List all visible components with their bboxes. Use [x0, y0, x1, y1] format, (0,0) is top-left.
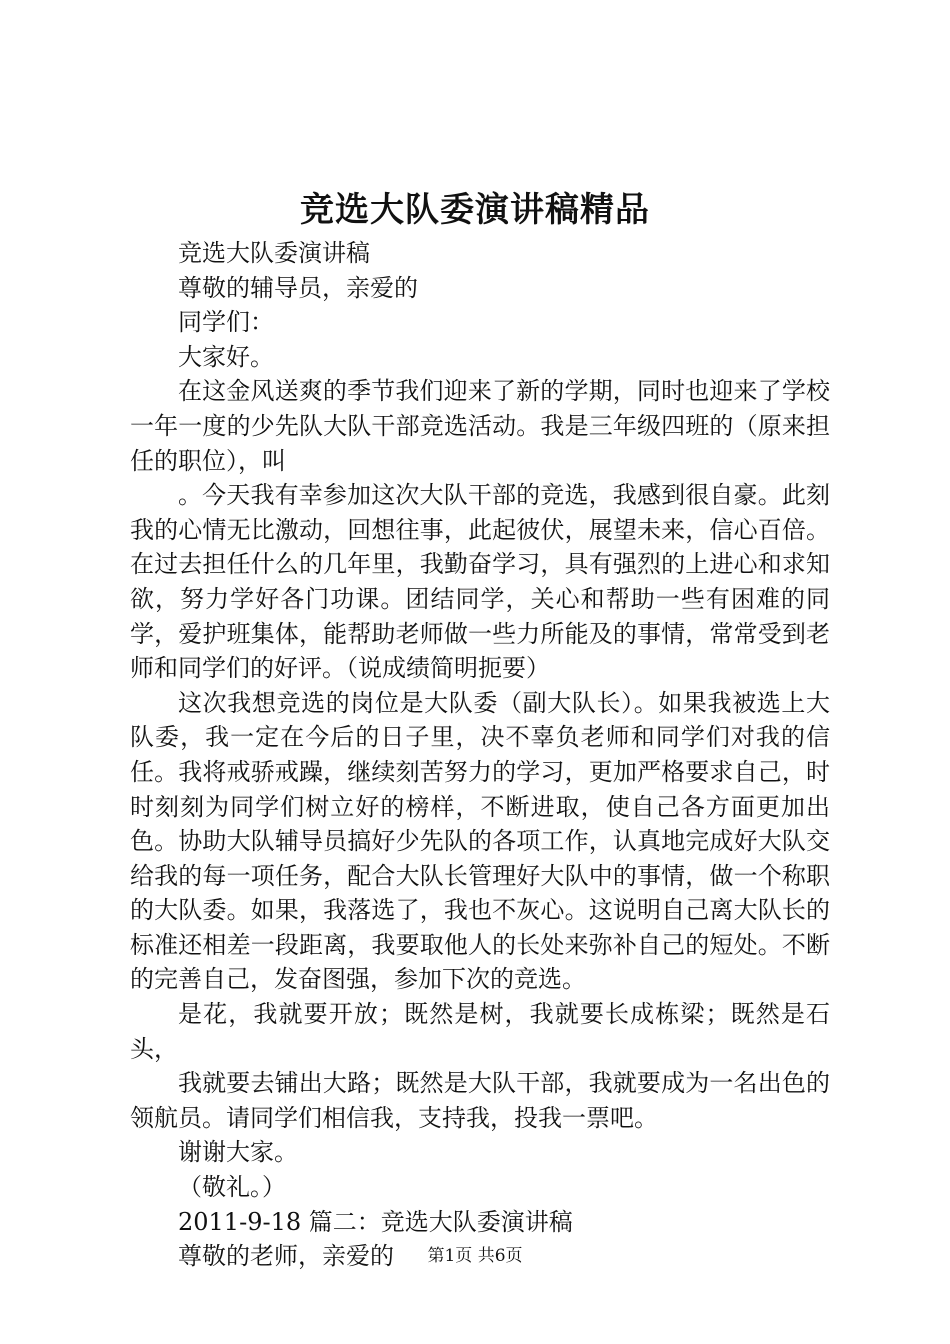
paragraph-11: （敬礼。） — [178, 1173, 286, 1202]
page-number-footer: 第1页 共6页 — [427, 1246, 523, 1266]
paragraph-4: 大家好。 — [178, 342, 274, 371]
document-body — [130, 236, 830, 1274]
paragraph-12: 2011-9-18 篇二：竞选大队委演讲稿 — [178, 1207, 573, 1236]
paragraph-1: 竞选大队委演讲稿 — [178, 239, 370, 267]
paragraph-6: 。今天我有幸参加这次大队干部的竞选，我感到很自豪。此刻我的心情无比激动，回想往事，此起彼伏，展望未来，信心百倍。在过去担任什么的几年里，我勤奋学习，具有强烈的上进心和求知欲，努力学好各门功课。团结同学，关心和帮助一些有困难的同学，爱护班集体，能帮助老师做一些力所能及的事情，常常受到老师和同学们的好评。（说成绩简明扼要） — [130, 481, 830, 683]
document-title: 竞选大队委演讲稿精品 — [300, 190, 650, 230]
paragraph-5: 在这金风送爽的季节我们迎来了新的学期，同时也迎来了学校一年一度的少先队大队干部竞选活动。我是三年级四班的（原来担任的职位），叫 — [130, 377, 830, 475]
paragraph-2: 尊敬的辅导员，亲爱的 — [178, 273, 418, 302]
paragraph-3: 同学们： — [178, 308, 274, 337]
paragraph-8: 是花，我就要开放；既然是树，我就要长成栋梁；既然是石头， — [130, 1000, 830, 1063]
paragraph-10: 谢谢大家。 — [178, 1138, 298, 1167]
paragraph-7: 这次我想竞选的岗位是大队委（副大队长）。如果我被选上大队委，我一定在今后的日子里，决不辜负老师和同学们对我的信任。我将戒骄戒躁，继续刻苦努力的学习，更加严格要求自己，时时刻刻为同学们树立好的榜样，不断进取，使自己各方面更加出色。协助大队辅导员搞好少先队的各项工作，认真地完成好大队交给我的每一项任务，配合大队长管理好大队中的事情，做一个称职的大队委。如果，我落选了，我也不灰心。这说明自己离大队长的标准还相差一段距离，我要取他人的长处来弥补自己的短处。不断的完善自己，发奋图强，参加下次的竞选。 — [130, 688, 830, 994]
paragraph-13: 尊敬的老师，亲爱的 — [178, 1242, 394, 1271]
paragraph-9: 我就要去铺出大路；既然是大队干部，我就要成为一名出色的领航员。请同学们相信我，支持我，投我一票吧。 — [130, 1069, 830, 1132]
